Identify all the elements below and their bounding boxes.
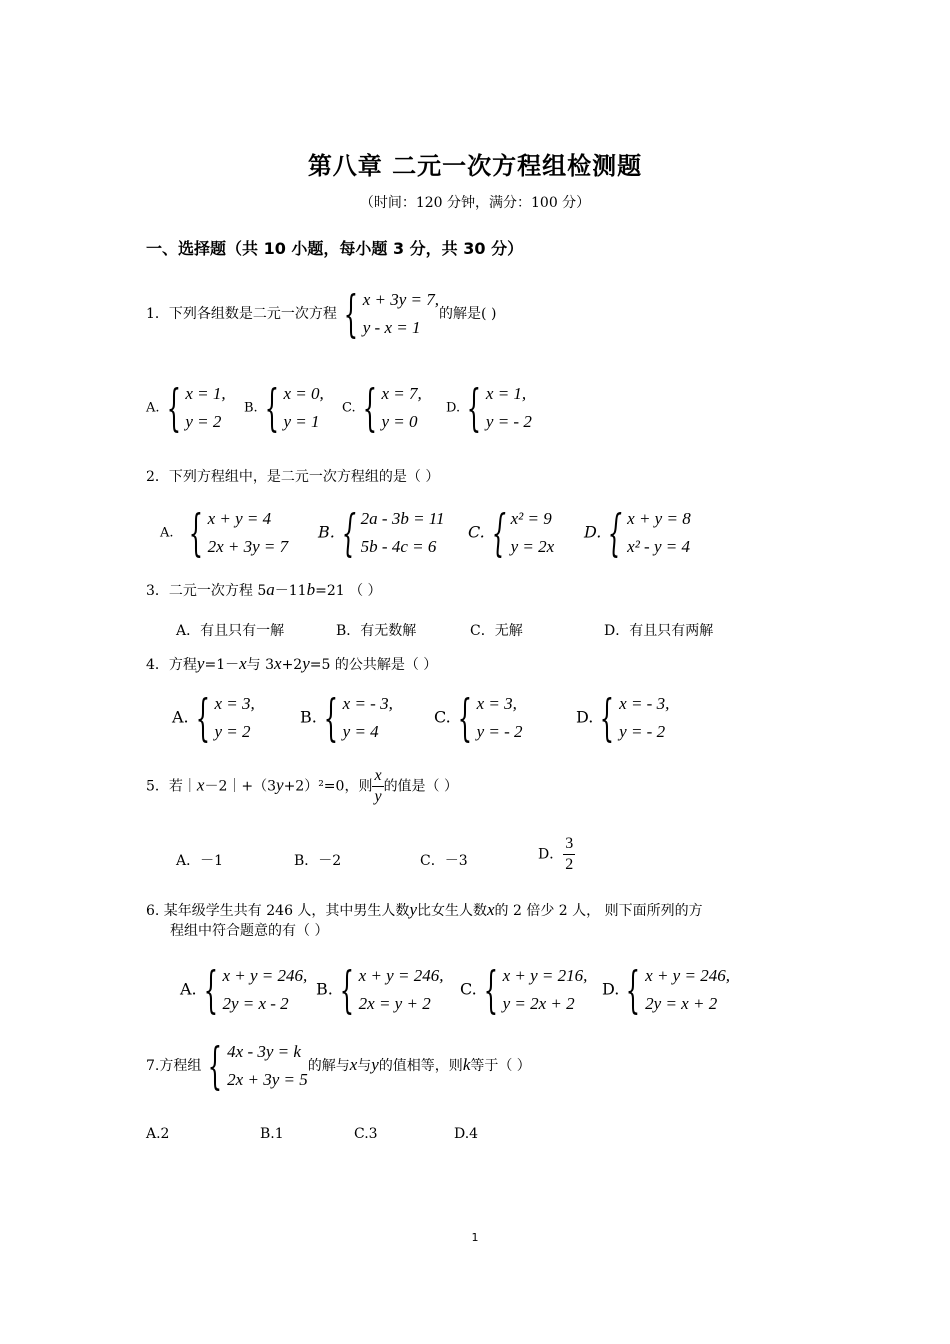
math-text: C. (468, 522, 485, 542)
math-text: 的值是（ ） (383, 778, 459, 795)
math-text: 2x + 3y = 7 (207, 537, 289, 556)
math-text: B. (300, 707, 317, 727)
math-text: y = 2 (185, 412, 222, 431)
equation-system: { x + y = 246, 2y = x - 2 (203, 961, 308, 1019)
math-text: y = 1 (283, 412, 320, 431)
q4-option-d (576, 690, 669, 746)
q2-option-a (160, 505, 288, 561)
math-text: =5 的公共解是（ ） (309, 657, 438, 673)
equation-system: { x + y = 246, 2x = y + 2 (339, 961, 444, 1019)
math-text: =1－ (204, 657, 240, 673)
math-text: A. (146, 400, 160, 416)
math-text: a (266, 580, 275, 599)
equation-system: { x = - 3, y = - 2 (600, 689, 670, 747)
fraction (372, 766, 383, 807)
math-text: x = 0, (283, 384, 324, 403)
math-text: x + y = 216, (502, 966, 588, 985)
math-text: y (276, 775, 284, 795)
math-text: x = - 3, (619, 694, 670, 713)
math-text: x + y = 4 (207, 509, 272, 528)
math-text: x (239, 654, 247, 673)
math-text: D. (584, 522, 602, 542)
question-2-stem: 2．下列方程组中，是二元一次方程组的是（ ） (146, 469, 440, 485)
q4-option-a (172, 690, 255, 746)
math-text: D． (538, 846, 564, 863)
q5-option-c: C．－3 (420, 853, 468, 869)
q5-option-b: B．－2 (294, 853, 342, 869)
math-text: 2a - 3b = 11 (360, 509, 445, 528)
question-3 (146, 580, 382, 600)
q5-option-a: A．－1 (176, 853, 224, 869)
q2-option-d (584, 505, 691, 561)
equation-system: { x = 0, y = 1 (264, 379, 324, 437)
math-text: x = 3, (214, 694, 255, 713)
q7-option-a: A.2 (146, 1126, 170, 1142)
question-5 (146, 766, 458, 807)
q3-option-c: C．无解 (470, 623, 523, 639)
math-text: y - x = 1 (362, 318, 421, 337)
q6-option-a (180, 962, 307, 1018)
equation-system: { x² = 9 y = 2x (491, 504, 555, 562)
math-text: －2｜+（3 (204, 778, 277, 795)
q6-option-c (460, 962, 587, 1018)
q6-option-d (602, 962, 730, 1018)
math-text: x = - 3, (342, 694, 393, 713)
equation-system: { 2a - 3b = 11 5b - 4c = 6 (341, 504, 445, 562)
math-text: b (306, 580, 316, 599)
math-text: A. (180, 979, 197, 999)
equation-system: { x = - 3, y = 4 (323, 689, 393, 747)
math-text: y (374, 788, 382, 805)
q3-option-b: B．有无数解 (336, 623, 417, 639)
math-text: D. (602, 979, 620, 999)
math-text: C. (434, 707, 451, 727)
question-4 (146, 654, 437, 674)
q1-option-c (342, 380, 422, 436)
math-text: =21 （ ） (315, 583, 382, 599)
q2-option-b (318, 505, 445, 561)
math-text: 3．二元一次方程 5 (146, 583, 267, 599)
math-text: x² = 9 (510, 509, 552, 528)
math-text: 7.方程组 (146, 1058, 202, 1074)
question-6-line-1 (146, 900, 703, 920)
math-text: x = 1, (485, 384, 527, 403)
math-text: 比女生人数 (416, 903, 487, 919)
math-text: y = - 2 (619, 722, 666, 741)
q7-option-c: C.3 (354, 1126, 378, 1142)
math-text: 2y = x + 2 (645, 994, 718, 1013)
math-text: y (409, 900, 417, 919)
math-text: x = 7, (381, 384, 422, 403)
math-text: B. (316, 979, 333, 999)
q4-option-c (434, 690, 523, 746)
q7-option-b: B.1 (260, 1126, 284, 1142)
math-text: +2）²=0，则 (283, 778, 373, 795)
math-text: －11 (274, 583, 307, 599)
math-text: D. (446, 400, 461, 416)
q4-option-b (300, 690, 393, 746)
math-text: 5．若｜ (146, 778, 197, 795)
math-text: x (372, 766, 383, 787)
math-text: C. (342, 400, 356, 416)
fraction (563, 834, 575, 875)
q1-option-d (446, 380, 532, 436)
math-text: y (196, 654, 205, 673)
q5-option-d (538, 834, 575, 875)
math-text: B. (244, 400, 258, 416)
math-text: 2 (565, 856, 574, 873)
math-text: x + y = 8 (627, 509, 691, 528)
equation-system: { x + y = 8 x² - y = 4 (608, 504, 691, 562)
math-text: 2y = x - 2 (222, 994, 289, 1013)
math-text: y = 4 (342, 722, 379, 741)
math-text: B. (318, 522, 335, 542)
page-subtitle: （时间：120 分钟，满分：100 分） (359, 195, 591, 211)
math-text: 4．方程 (146, 657, 197, 673)
math-text: 4x - 3y = k (227, 1042, 301, 1061)
math-text: D. (576, 707, 594, 727)
math-text: x (349, 1055, 358, 1074)
math-text: 6. 某年级学生共有 246 人，其中男生人数 (146, 903, 410, 919)
math-text: x (274, 654, 282, 673)
math-text: y = 2 (214, 722, 251, 741)
math-text: y = 2x (510, 537, 555, 556)
math-text: 3 (563, 834, 575, 855)
equation-system: { x = 3, y = - 2 (457, 689, 523, 747)
math-text: x + 3y = 7, (362, 290, 440, 309)
math-text: x² - y = 4 (627, 537, 690, 556)
math-text: 5b - 4c = 6 (360, 537, 437, 556)
math-text: y (371, 1055, 379, 1074)
q7-option-d: D.4 (454, 1126, 479, 1142)
math-text: k (462, 1055, 471, 1074)
math-text: 2x = y + 2 (358, 994, 431, 1013)
math-text: 的 2 倍少 2 人， 则下面所列的方 (494, 903, 703, 919)
question-1-stem: 1．下列各组数是二元一次方程 (146, 306, 337, 322)
math-text: C. (460, 979, 477, 999)
question-6-line-2: 程组中符合题意的有（ ） (170, 923, 329, 939)
q2-option-c (468, 505, 554, 561)
equation-system: { x + y = 246, 2y = x + 2 (626, 961, 730, 1019)
question-1-tail: 的解是( ) (439, 306, 497, 322)
math-text: +2 (281, 657, 303, 673)
math-text: 2x + 3y = 5 (227, 1070, 308, 1089)
equation-system: { x = 1, y = 2 (166, 379, 226, 437)
math-text: y = 2x + 2 (502, 994, 575, 1013)
math-text: x = 1, (185, 384, 226, 403)
math-text: 的值相等，则 (378, 1058, 463, 1074)
equation-system: { x + 3y = 7, y - x = 1 (343, 285, 440, 343)
math-text: 与 3 (246, 657, 275, 673)
q1-option-a (146, 380, 226, 436)
equation-system: { x = 3, y = 2 (195, 689, 255, 747)
question-7 (146, 1038, 531, 1094)
section-heading: 一、选择题（共 10 小题，每小题 3 分，共 30 分） (146, 239, 524, 258)
q3-option-d: D．有且只有两解 (604, 623, 714, 639)
math-text: x = 3, (476, 694, 517, 713)
math-text: y = - 2 (485, 412, 532, 431)
math-text: A. (172, 707, 189, 727)
math-text: 的解与 (307, 1058, 350, 1074)
q3-option-a: A．有且只有一解 (176, 623, 285, 639)
math-text: x (486, 900, 495, 919)
math-text: x (196, 775, 205, 795)
math-text: y = - 2 (476, 722, 523, 741)
q1-option-b (244, 380, 324, 436)
question-1 (146, 286, 496, 342)
math-text: 与 (357, 1058, 372, 1074)
equation-system: { x = 7, y = 0 (362, 379, 422, 437)
math-text: A. (160, 525, 174, 541)
math-text: x + y = 246, (645, 966, 730, 985)
math-text: y = 0 (381, 412, 418, 431)
equation-system: { x + y = 216, y = 2x + 2 (483, 961, 588, 1019)
math-text: 等于（ ） (470, 1058, 531, 1074)
equation-system: { x = 1, y = - 2 (466, 379, 532, 437)
math-text: y (302, 654, 310, 673)
page-title: 第八章 二元一次方程组检测题 (307, 152, 643, 180)
q6-option-b (316, 962, 443, 1018)
math-text: x + y = 246, (358, 966, 444, 985)
page-number: 1 (471, 1231, 479, 1244)
equation-system: { x + y = 4 2x + 3y = 7 (188, 504, 289, 562)
equation-system: { 4x - 3y = k 2x + 3y = 5 (208, 1037, 308, 1095)
math-text: x + y = 246, (222, 966, 308, 985)
